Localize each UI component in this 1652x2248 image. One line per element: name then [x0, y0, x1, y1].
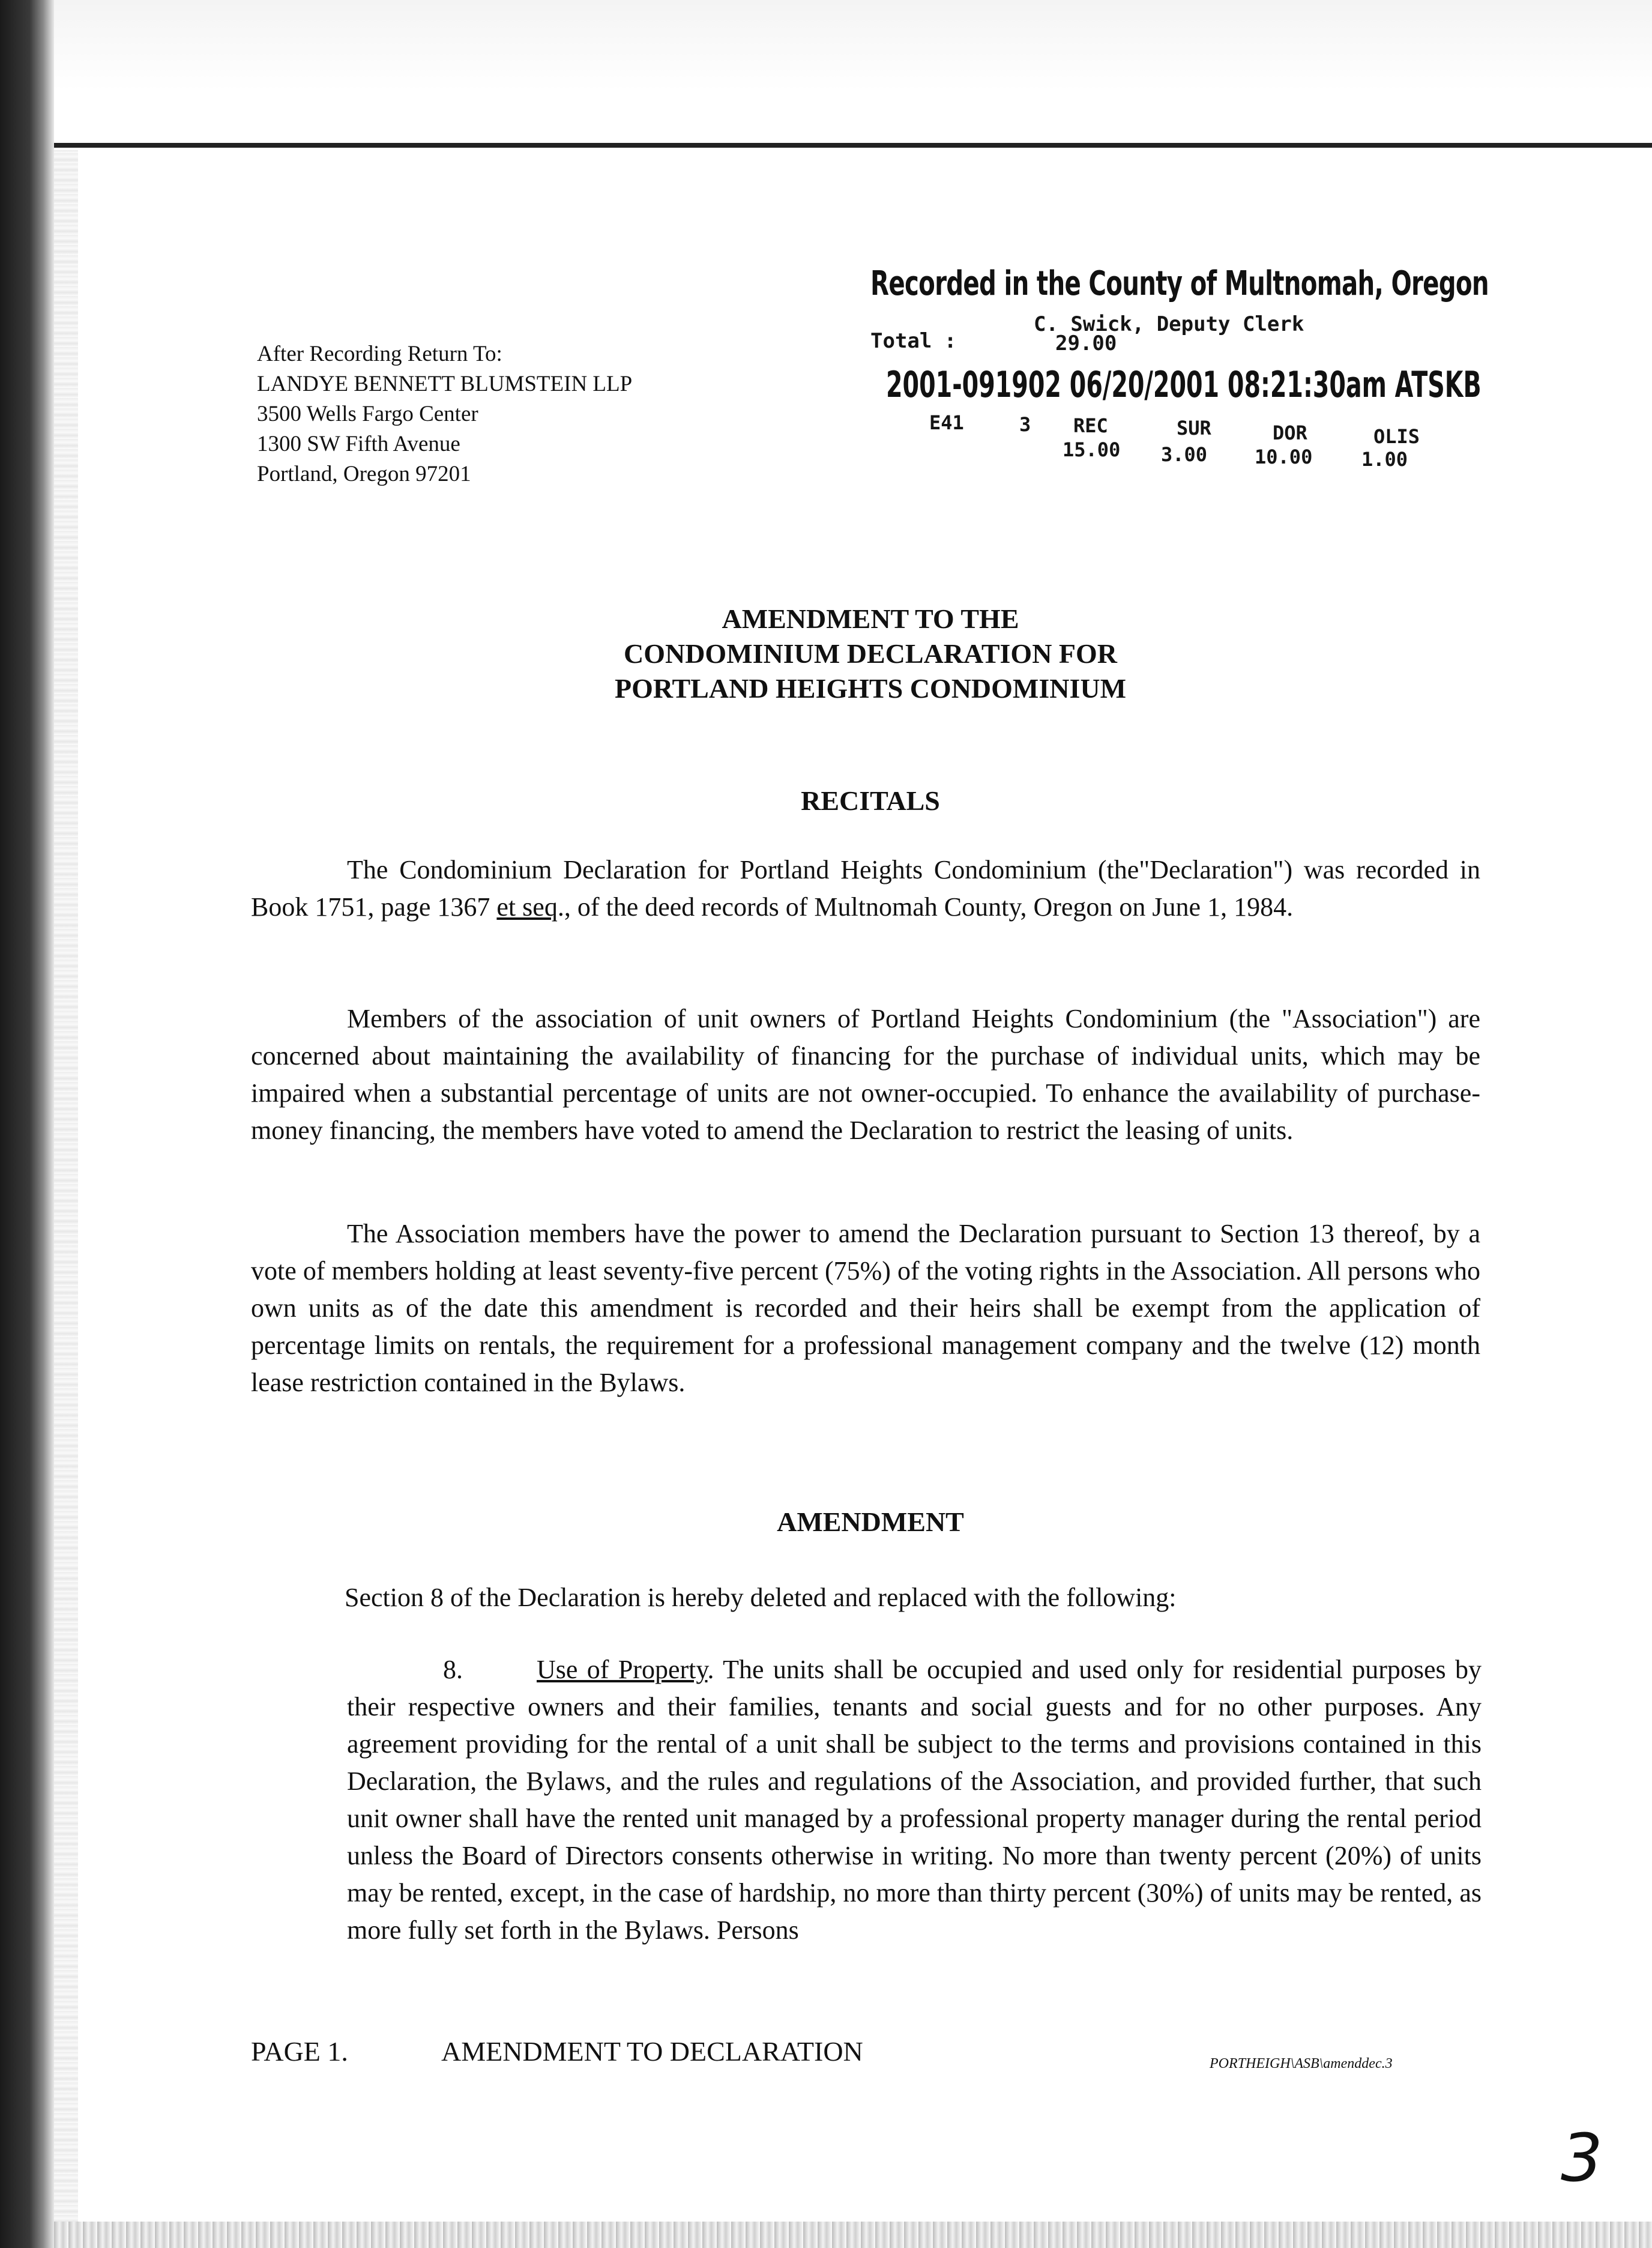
recording-stamp [864, 264, 1519, 486]
title-line: CONDOMINIUM DECLARATION FOR [623, 638, 1118, 669]
stamp-fee-value: 1.00 [1361, 448, 1408, 471]
title-line: PORTLAND HEIGHTS CONDOMINIUM [615, 673, 1126, 704]
stamp-fee-value: 3.00 [1161, 443, 1208, 466]
return-to-label: After Recording Return To: [257, 342, 502, 366]
scan-border-left [0, 0, 54, 2248]
title-line: AMENDMENT TO THE [722, 603, 1019, 634]
footer-page-label: PAGE 1. [251, 2036, 348, 2067]
stamp-fee-code: E41 [929, 411, 964, 434]
stamp-total-label: Total : [870, 329, 957, 353]
return-to-line: 3500 Wells Fargo Center [257, 402, 478, 426]
et-seq-citation: et seq [496, 892, 558, 922]
stamp-fee-code: SUR [1177, 417, 1211, 440]
stamp-title: Recorded in the County of Multnomah, Oregon [870, 264, 1489, 303]
section-8-body [347, 1651, 1482, 1949]
section-text: . The units shall be occupied and used only for residential purposes by their respective owners and their families, tenants and social guests and for no other purposes. Any agreement providing for the rental of a unit shall be subject to the terms and provisions contained in this Declaration, the Bylaws, and the rules and regulations of the Association, and provided further, that such unit owner shall have the rented unit managed by a professional property manager during the rental period unless the Board of Directors consents otherwise in writing. No more than twenty percent (20%) of units may be rented, except, in the case of hardship, no more than thirty percent (30%) of units may be rented, as more fully set forth in the Bylaws. Persons [347, 1655, 1482, 1945]
stamp-fee-code: 3 [1019, 413, 1031, 436]
stamp-fee-value: 10.00 [1255, 446, 1313, 468]
stamp-fee-code: OLIS [1373, 425, 1420, 448]
recitals-heading: RECITALS [801, 785, 940, 816]
handwritten-page-number: 3 [1561, 2120, 1603, 2196]
return-to-line: 1300 SW Fifth Avenue [257, 432, 460, 456]
footer-file-reference: PORTHEIGH\ASB\amenddec.3 [1210, 2056, 1393, 2071]
recitals-paragraph [251, 851, 1480, 926]
recitals-p1-text: The Condominium Declaration for Portland Heights Condominium (the"Declaration") was recorded in Book 1751, page 1367 [251, 855, 1480, 922]
amendment-heading: AMENDMENT [777, 1506, 964, 1537]
stamp-total-value: 29.00 [1055, 331, 1117, 355]
scan-edge-line [54, 143, 1652, 148]
scan-border-bottom [54, 2222, 1652, 2248]
return-to-line: Portland, Oregon 97201 [257, 462, 471, 486]
scan-noise-left [54, 0, 78, 2248]
section-number: 8. [443, 1655, 463, 1684]
recitals-paragraph: Members of the association of unit owners of Portland Heights Condominium (the "Association") are concerned about maintaining the availability of financing for the purchase of individual units, which may be impaired when a substantial percentage of units are not owner-occupied. To enhance the availability of purchase-money financing, the members have voted to amend the Declaration to restrict the leasing of units. [251, 1004, 1480, 1145]
amendment-intro: Section 8 of the Declaration is hereby deleted and replaced with the following: [345, 1583, 1177, 1612]
stamp-fee-code: DOR [1273, 422, 1307, 444]
scan-border-top [54, 0, 1652, 150]
return-address-block [257, 339, 713, 489]
stamp-fee-code: REC [1073, 414, 1108, 437]
footer-document-title: AMENDMENT TO DECLARATION [441, 2036, 863, 2067]
recitals-paragraph: The Association members have the power to amend the Declaration pursuant to Section 13 thereof, by a vote of members holding at least seventy-five percent (75%) of the voting rights in the Association. All persons who own units as of the date this amendment is recorded and their heirs shall be exempt from the application of percentage limits on rentals, the requirement for a professional management company and the twelve (12) month lease restriction contained in the Bylaws. [251, 1219, 1480, 1397]
recitals-p1-text-end: ., of the deed records of Multnomah County, Oregon on June 1, 1984. [557, 892, 1294, 922]
stamp-record-line: 2001-091902 06/20/2001 08:21:30am ATSKB [886, 364, 1482, 406]
stamp-clerk: C. Swick, Deputy Clerk [1034, 312, 1304, 336]
stamp-fee-value: 15.00 [1063, 438, 1121, 461]
return-to-line: LANDYE BENNETT BLUMSTEIN LLP [257, 372, 633, 396]
document-title [300, 602, 1441, 706]
section-title: Use of Property [537, 1655, 708, 1684]
